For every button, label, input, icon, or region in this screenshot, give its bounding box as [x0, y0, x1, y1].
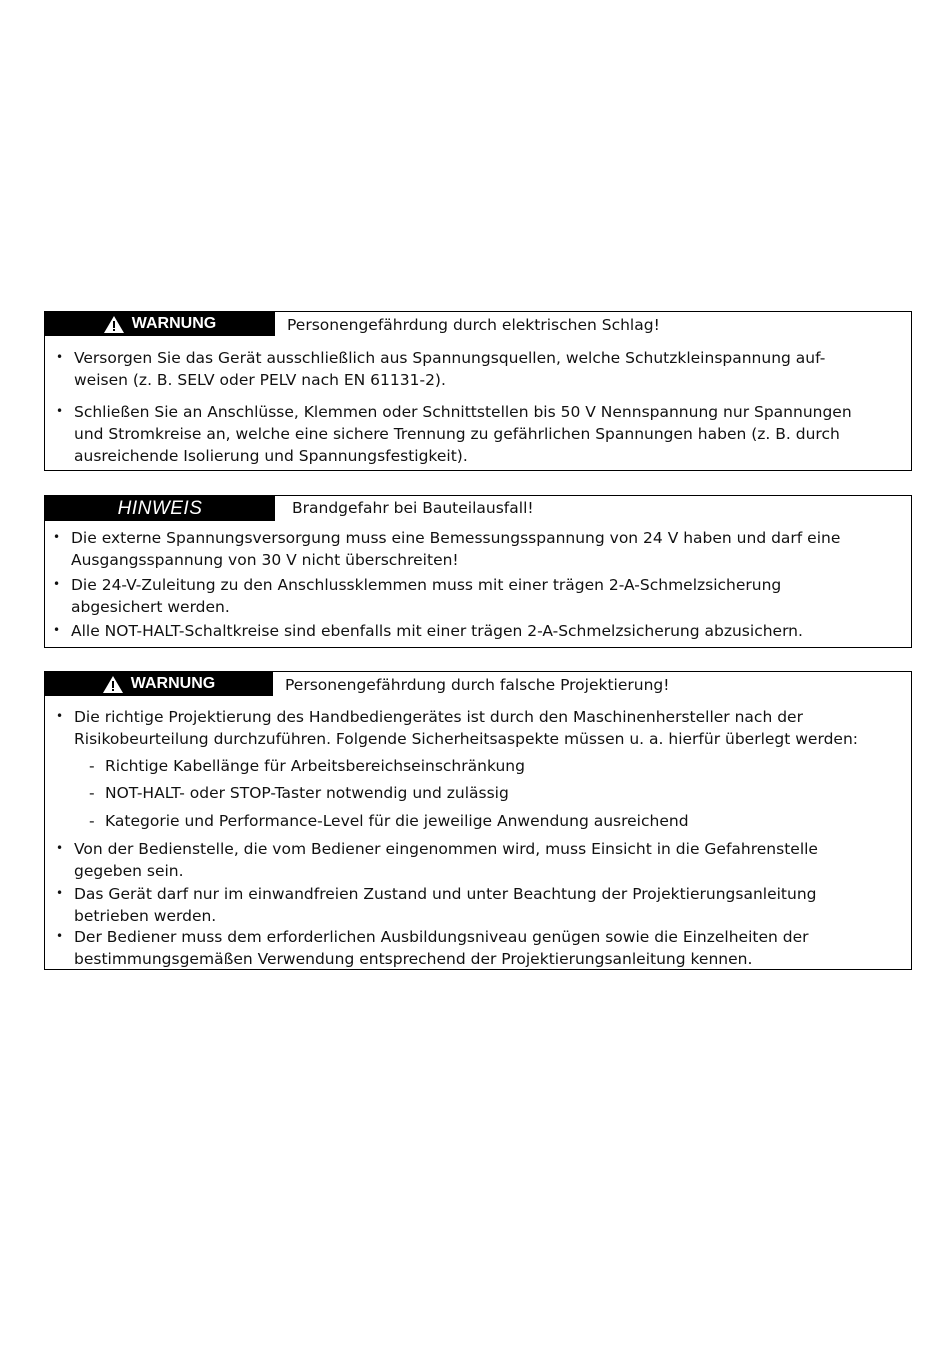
- list-item-line: betrieben werden.: [74, 907, 217, 925]
- notice-title: Brandgefahr bei Bauteilausfall!: [292, 499, 534, 517]
- notice-label: HINWEIS: [45, 496, 275, 521]
- list-item-line: Alle NOT-HALT-Schaltkreise sind ebenfalls mit einer trägen 2-A-Schmelzsicherung abzusichern.: [71, 622, 803, 640]
- bullet: •: [53, 577, 61, 591]
- bullet: •: [53, 530, 61, 544]
- sub-list-item-text: Kategorie und Performance-Level für die jeweilige Anwendung ausreichend: [105, 812, 689, 830]
- dash: -: [89, 784, 95, 802]
- bullet: •: [56, 929, 64, 943]
- bullet: •: [56, 350, 64, 364]
- sub-list-item-text: Richtige Kabellänge für Arbeitsbereichseinschränkung: [105, 757, 525, 775]
- list-item-line: Schließen Sie an Anschlüsse, Klemmen oder Schnittstellen bis 50 V Nennspannung nur Spannungen: [74, 403, 852, 421]
- list-item-line: Ausgangsspannung von 30 V nicht überschreiten!: [71, 551, 459, 569]
- list-item-line: Die externe Spannungsversorgung muss eine Bemessungsspannung von 24 V haben und darf eine: [71, 529, 841, 547]
- warning-label: [45, 672, 273, 696]
- list-item-line: ausreichende Isolierung und Spannungsfestigkeit).: [74, 447, 468, 465]
- warning-label-text: WARNUNG: [130, 675, 216, 692]
- list-item-line: Der Bediener muss dem erforderlichen Ausbildungsniveau genügen sowie die Einzelheiten der: [74, 928, 809, 946]
- list-item-line: Die 24-V-Zuleitung zu den Anschlussklemmen muss mit einer trägen 2-A-Schmelzsicherung: [71, 576, 782, 594]
- warning-label: [45, 312, 275, 336]
- list-item-line: weisen (z. B. SELV oder PELV nach EN 61131-2).: [74, 371, 446, 389]
- list-item-line: Das Gerät darf nur im einwandfreien Zustand und unter Beachtung der Projektierungsanleitung: [74, 885, 817, 903]
- list-item-line: Die richtige Projektierung des Handbediengerätes ist durch den Maschinenhersteller nach der: [74, 708, 803, 726]
- list-item-line: und Stromkreise an, welche eine sichere Trennung zu gefährlichen Spannungen haben (z. B. durch: [74, 425, 840, 443]
- warning-title: Personengefährdung durch elektrischen Schlag!: [287, 316, 660, 334]
- warning-label-text: WARNUNG: [131, 315, 217, 332]
- warning-header: [45, 312, 911, 338]
- warning-box-projecting: [44, 671, 912, 970]
- list-item-line: Risikobeurteilung durchzuführen. Folgende Sicherheitsaspekte müssen u. a. hierfür überlegt werden:: [74, 730, 858, 748]
- warning-header: [45, 672, 911, 698]
- list-item-line: Versorgen Sie das Gerät ausschließlich aus Spannungsquellen, welche Schutzkleinspannung auf-: [74, 349, 826, 367]
- bullet: •: [53, 623, 61, 637]
- bullet: •: [56, 404, 64, 418]
- list-item-line: gegeben sein.: [74, 862, 184, 880]
- dash: -: [89, 812, 95, 830]
- warning-title: Personengefährdung durch falsche Projektierung!: [285, 676, 670, 694]
- list-item-line: bestimmungsgemäßen Verwendung entsprechend der Projektierungsanleitung kennen.: [74, 950, 753, 968]
- warning-triangle-icon: [103, 676, 123, 693]
- notice-box-fire-hazard: [44, 495, 912, 648]
- list-item-line: Von der Bedienstelle, die vom Bediener eingenommen wird, muss Einsicht in die Gefahrenstelle: [74, 840, 818, 858]
- bullet: •: [56, 709, 64, 723]
- dash: -: [89, 757, 95, 775]
- bullet: •: [56, 841, 64, 855]
- sub-list-item-text: NOT-HALT- oder STOP-Taster notwendig und zulässig: [105, 784, 509, 802]
- bullet: •: [56, 886, 64, 900]
- warning-triangle-icon: [104, 316, 124, 333]
- list-item-line: abgesichert werden.: [71, 598, 230, 616]
- notice-header: [45, 496, 911, 522]
- warning-box-electric-shock: [44, 311, 912, 471]
